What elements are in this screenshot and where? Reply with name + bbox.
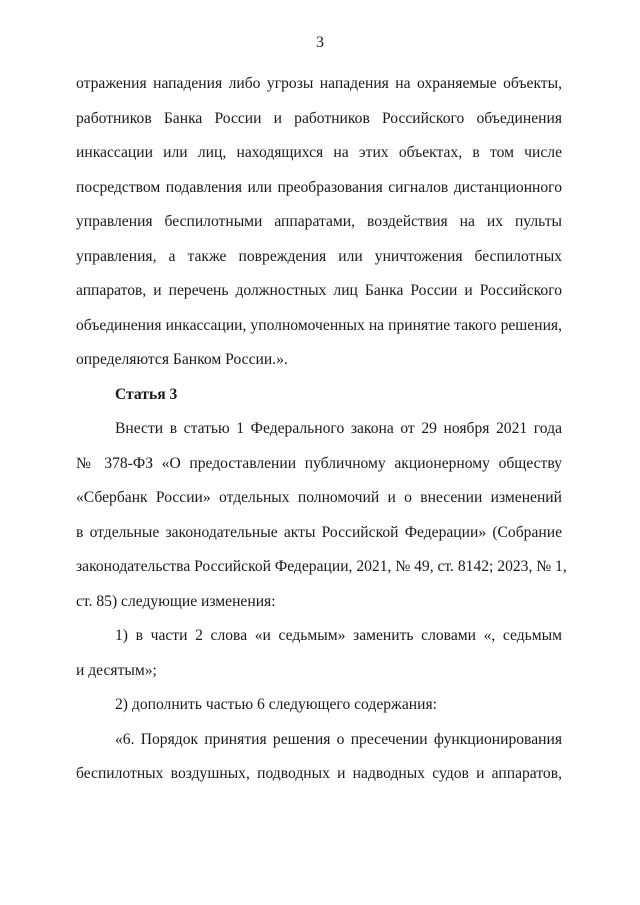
text-line: № 378-ФЗ «О предоставлении публичному акционерному обществу [76, 455, 562, 472]
text-line: инкассации или лиц, находящихся на этих объектах, в том числе [76, 144, 562, 161]
text-line: управления беспилотными аппаратами, воздействия на их пульты [76, 213, 562, 230]
text-line: 2) дополнить частью 6 следующего содержания: [115, 696, 437, 713]
text-line: определяются Банком России.». [76, 351, 288, 368]
text-line: в отдельные законодательные акты Российской Федерации» (Собрание [76, 524, 562, 541]
text-line: объединения инкассации, уполномоченных на принятие такого решения, [76, 317, 562, 334]
text-line: аппаратов, и перечень должностных лиц Банка России и Российского [76, 282, 562, 299]
text-line: 1) в части 2 слова «и седьмым» заменить словами «, седьмым [115, 627, 562, 644]
text-line: «Сбербанк России» отдельных полномочий и о внесении изменений [76, 489, 562, 506]
text-line: беспилотных воздушных, подводных и надводных судов и аппаратов, [76, 765, 562, 782]
text-line: законодательства Российской Федерации, 2021, № 49, ст. 8142; 2023, № 1, [76, 558, 567, 575]
text-line: «6. Порядок принятия решения о пресечении функционирования [115, 731, 562, 748]
page-number: 3 [316, 34, 324, 51]
text-line: Внести в статью 1 Федерального закона от 29 ноября 2021 года [115, 420, 562, 437]
text-line: посредством подавления или преобразования сигналов дистанционного [76, 179, 562, 196]
text-line: и десятым»; [76, 662, 157, 679]
text-line: ст. 85) следующие изменения: [76, 593, 276, 610]
text-line: работников Банка России и работников Российского объединения [76, 110, 562, 127]
text-line: управления, а также повреждения или уничтожения беспилотных [76, 248, 562, 265]
text-line: отражения нападения либо угрозы нападения на охраняемые объекты, [76, 75, 562, 92]
article-heading: Статья 3 [115, 386, 178, 403]
